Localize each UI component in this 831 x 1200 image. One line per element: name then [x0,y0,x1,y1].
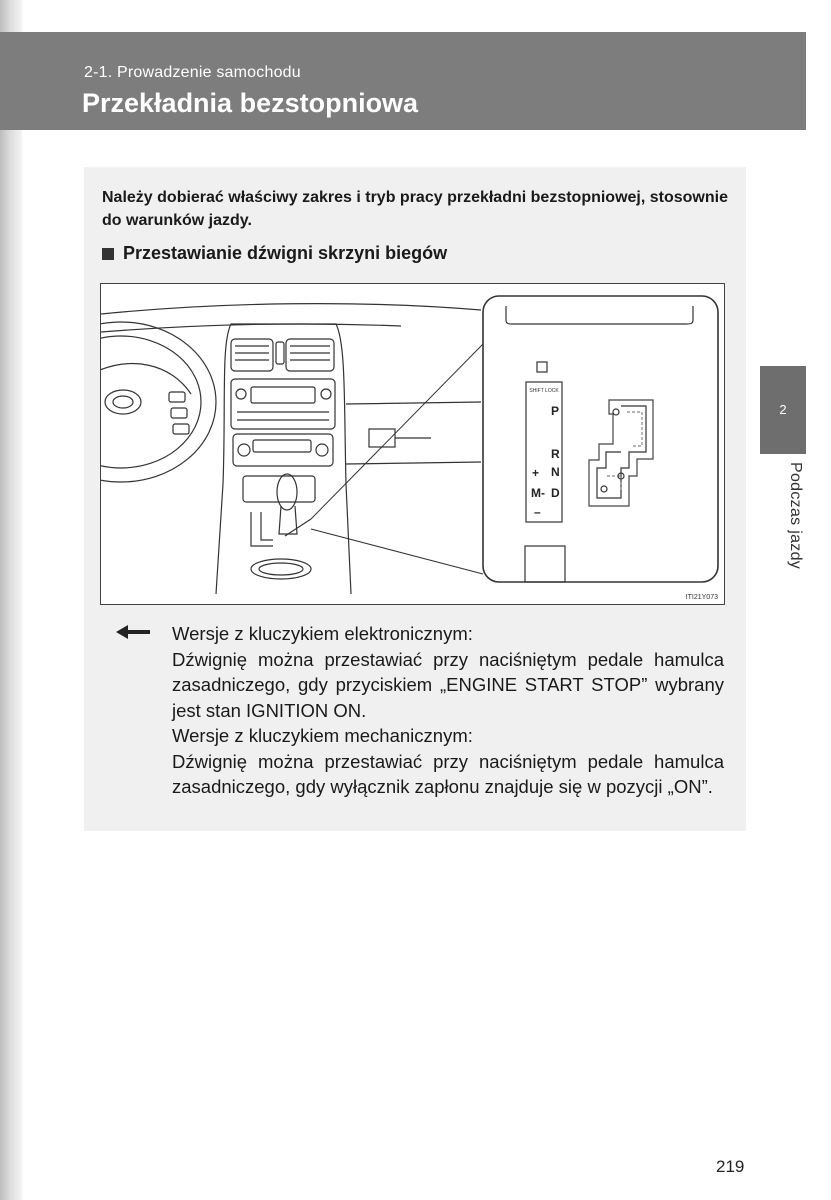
gear-d-label: D [551,486,560,500]
mode-m-label: M [531,486,541,500]
body-paragraph-3: Wersje z kluczykiem mechanicznym: [172,725,473,746]
dashboard-drawing [101,284,724,604]
body-text [172,621,724,800]
section-heading-label: Przestawianie dźwigni skrzyni biegów [123,243,448,263]
arrow-left-icon [116,624,152,640]
minus-label: – [534,505,541,519]
section-breadcrumb: 2-1. Prowadzenie samochodu [84,64,301,81]
svg-text:SHIFT LOCK: SHIFT LOCK [529,388,559,394]
plus-label: + [532,466,540,480]
page-title: Przekładnia bezstopniowa [82,88,419,118]
bullet-square-icon [102,248,114,260]
intro-paragraph: Należy dobierać właściwy zakres i tryb pracy przekładni bezstopniowej, stosownie do warunków jazdy. [102,189,728,229]
chapter-label: Podczas jazdy [787,462,804,570]
figure-code: ITI21Y073 [685,594,718,601]
gear-p-label: P [551,404,560,418]
gear-n-label: N [551,465,560,479]
body-paragraph-4: Dźwignię można przestawiać przy naciśniętym pedale hamulca zasadniczego, gdy wyłącznik zapłonu znajduje się w pozycji „ON”. [172,750,724,797]
page-number: 219 [716,1157,745,1176]
body-paragraph-1: Wersje z kluczykiem elektronicznym: [172,623,473,644]
mode-dash-label: - [541,486,545,500]
shift-lock-label [529,388,559,394]
chapter-tab [760,366,806,454]
chapter-number: 2 [779,402,787,417]
section-heading [102,243,447,264]
page-binding-shadow [0,0,22,1200]
body-paragraph-2: Dźwignię można przestawiać przy naciśniętym pedale hamulca zasadniczego, gdy przyciskiem „ENGINE START STOP” wybrany jest stan IGNITION ON. [172,648,724,721]
shift-lever-illustration [100,283,725,605]
gear-r-label: R [551,447,560,461]
